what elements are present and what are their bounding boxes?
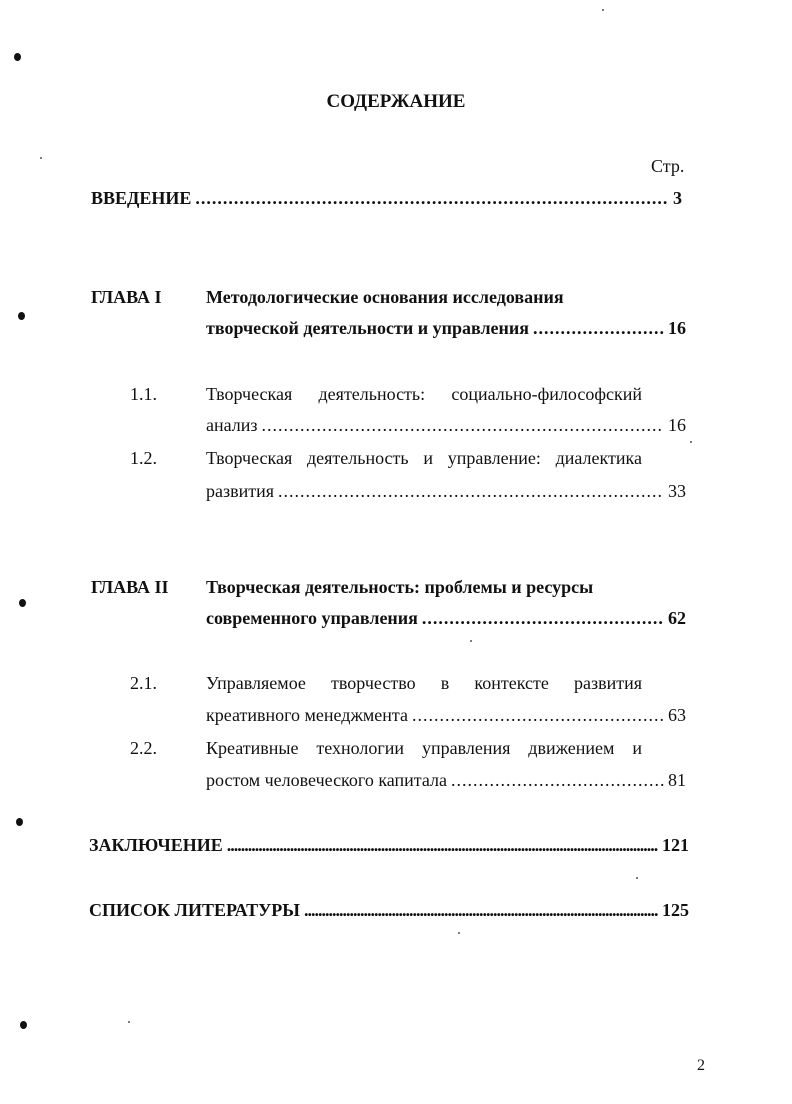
section-title-line1[interactable]: Творческая деятельность и управление: диалектика [206,448,642,468]
section-title-line1[interactable]: Управляемое творчество в контексте развития [206,673,642,693]
toc-entry-label: современного управления [206,608,418,628]
toc-entry-label: анализ [206,415,258,435]
toc-entry-chapter1[interactable] [206,319,686,337]
scan-speck [636,877,638,879]
section-title-line1[interactable]: Креативные технологии управления движением и [206,738,642,758]
leader-dots [227,836,658,854]
binder-hole-mark [20,1021,27,1029]
binder-hole-mark [14,53,21,61]
page-number: 2 [697,1057,705,1074]
toc-entry-label: СПИСОК ЛИТЕРАТУРЫ [89,900,300,920]
section-number: 1.2. [130,448,157,468]
chapter2-label: ГЛАВА II [91,577,169,597]
scan-speck [40,157,42,159]
scan-speck [470,640,472,642]
toc-entry-label: креативного менеджмента [206,705,408,725]
scan-speck [458,932,460,934]
binder-hole-mark [16,818,23,826]
binder-hole-mark [19,599,26,607]
chapter1-title-line1[interactable]: Методологические основания исследования [206,287,564,307]
section-number: 1.1. [130,384,157,404]
leader-dots [278,482,664,500]
leader-dots [304,901,658,919]
section-number: 2.1. [130,673,157,693]
toc-entry-page: 121 [662,835,689,855]
chapter2-title-line1[interactable]: Творческая деятельность: проблемы и ресурсы [206,577,594,597]
toc-entry-bibliography[interactable] [89,901,689,919]
toc-entry-page: 3 [673,188,682,208]
scan-speck [602,9,604,11]
leader-dots [422,609,664,627]
toc-entry-label: развития [206,481,275,501]
scan-speck [128,1021,130,1023]
toc-entry-page: 33 [668,481,686,501]
toc-entry-page: 125 [662,900,689,920]
section-number: 2.2. [130,738,157,758]
binder-hole-mark [18,312,25,320]
toc-entry-section-2-1[interactable] [206,706,686,724]
toc-entry-page: 63 [668,705,686,725]
toc-entry-section-1-2[interactable] [206,482,686,500]
leader-dots [262,416,665,434]
leader-dots [195,189,669,207]
toc-entry-section-1-1[interactable] [206,416,686,434]
toc-entry-page: 62 [668,608,686,628]
toc-entry-conclusion[interactable] [89,836,689,854]
leader-dots [533,319,664,337]
scan-speck [690,441,692,443]
toc-entry-page: 81 [668,770,686,790]
toc-entry-label: творческой деятельности и управления [206,318,530,338]
leader-dots [451,771,664,789]
toc-entry-intro[interactable] [91,189,682,207]
toc-entry-label: ЗАКЛЮЧЕНИЕ [89,835,223,855]
section-title-line1[interactable]: Творческая деятельность: социально-философский [206,384,642,404]
chapter1-label: ГЛАВА I [91,287,162,307]
toc-entry-page: 16 [668,318,686,338]
page-title: СОДЕРЖАНИЕ [326,91,466,112]
toc-entry-chapter2[interactable] [206,609,686,627]
toc-entry-label: ВВЕДЕНИЕ [91,188,192,208]
toc-entry-section-2-2[interactable] [206,771,686,789]
leader-dots [412,706,664,724]
page-column-label: Стр. [651,156,685,176]
toc-entry-label: ростом человеческого капитала [206,770,448,790]
toc-entry-page: 16 [668,415,686,435]
